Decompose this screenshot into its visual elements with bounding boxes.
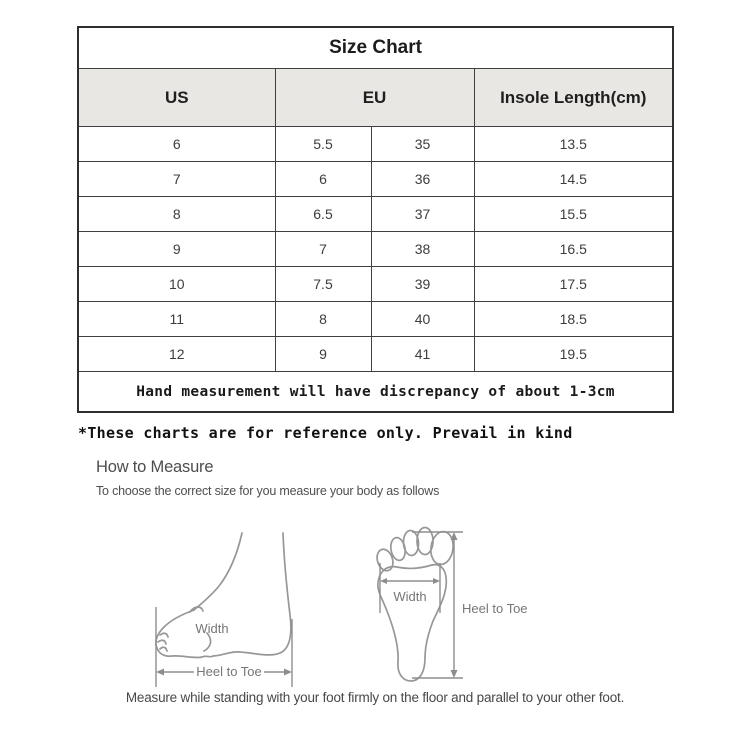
hand-measurement-note: Hand measurement will have discrepancy of about 1-3cm	[78, 372, 673, 413]
measure-caption: Measure while standing with your foot firmly on the floor and parallel to your other foot.	[125, 690, 625, 705]
eu-value: 38	[371, 232, 474, 267]
arrowhead-left	[156, 669, 164, 676]
column-header-insole-length: Insole Length(cm)	[474, 69, 673, 127]
length-arrowhead-top	[451, 532, 458, 540]
size-chart-table	[77, 26, 674, 413]
table-title-row	[78, 27, 673, 69]
side-width-label: Width	[195, 621, 229, 636]
insole-value: 14.5	[474, 162, 673, 197]
insole-value: 19.5	[474, 337, 673, 372]
table-row	[78, 337, 673, 372]
insole-value: 16.5	[474, 232, 673, 267]
table-row	[78, 197, 673, 232]
foot-heel-outline	[213, 533, 291, 656]
table-row	[78, 302, 673, 337]
table-header-row	[78, 69, 673, 127]
eu-half-value: 9	[275, 337, 371, 372]
eu-half-value: 6	[275, 162, 371, 197]
table-footnote-row	[78, 372, 673, 413]
insole-value: 13.5	[474, 127, 673, 162]
us-value: 10	[78, 267, 275, 302]
eu-value: 35	[371, 127, 474, 162]
reference-note: *These charts are for reference only. Prevail in kind	[78, 424, 573, 442]
us-value: 7	[78, 162, 275, 197]
eu-value: 41	[371, 337, 474, 372]
us-value: 6	[78, 127, 275, 162]
table-row	[78, 127, 673, 162]
eu-half-value: 7.5	[275, 267, 371, 302]
eu-value: 40	[371, 302, 474, 337]
eu-half-value: 8	[275, 302, 371, 337]
foot-instep-outline	[194, 533, 242, 610]
column-header-eu: EU	[275, 69, 474, 127]
width-arrowhead-left	[380, 578, 387, 584]
top-width-label: Width	[393, 589, 427, 604]
insole-value: 18.5	[474, 302, 673, 337]
top-heel-to-toe-label: Heel to Toe	[462, 601, 528, 616]
width-arrowhead-right	[433, 578, 440, 584]
how-to-measure-subtitle: To choose the correct size for you measure your body as follows	[96, 484, 440, 498]
column-header-us: US	[78, 69, 275, 127]
eu-half-value: 6.5	[275, 197, 371, 232]
us-value: 9	[78, 232, 275, 267]
us-value: 12	[78, 337, 275, 372]
us-value: 8	[78, 197, 275, 232]
insole-value: 17.5	[474, 267, 673, 302]
length-arrowhead-bottom	[451, 670, 458, 678]
size-chart-title: Size Chart	[78, 27, 673, 69]
insole-value: 15.5	[474, 197, 673, 232]
side-foot-diagram	[150, 515, 350, 690]
arrowhead-right	[284, 669, 292, 676]
eu-value: 37	[371, 197, 474, 232]
top-foot-diagram	[370, 505, 540, 690]
eu-value: 39	[371, 267, 474, 302]
eu-half-value: 5.5	[275, 127, 371, 162]
table-row	[78, 267, 673, 302]
table-row	[78, 162, 673, 197]
us-value: 11	[78, 302, 275, 337]
side-heel-to-toe-label: Heel to Toe	[196, 664, 262, 679]
table-row	[78, 232, 673, 267]
eu-half-value: 7	[275, 232, 371, 267]
eu-value: 36	[371, 162, 474, 197]
how-to-measure-title: How to Measure	[96, 458, 214, 476]
toe-detail-lines	[158, 633, 168, 651]
